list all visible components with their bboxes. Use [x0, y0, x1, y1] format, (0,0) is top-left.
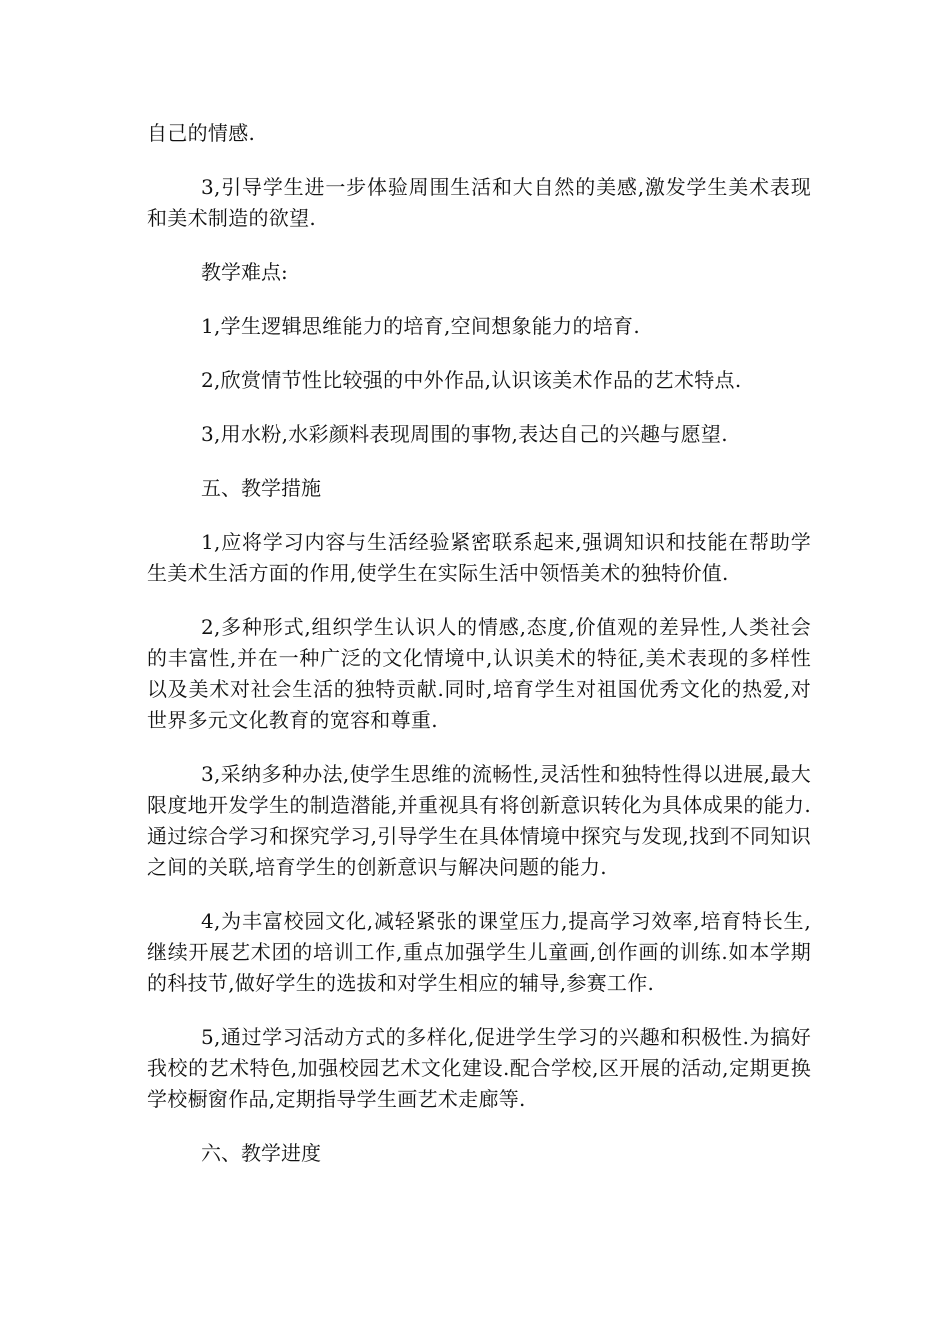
- paragraph-difficulty-2: 2,欣赏情节性比较强的中外作品,认识该美术作品的艺术特点.: [201, 368, 742, 392]
- heading-teaching-difficulties: 教学难点:: [201, 260, 288, 284]
- paragraph-difficulty-1: 1,学生逻辑思维能力的培育,空间想象能力的培育.: [201, 314, 640, 338]
- paragraph-continuation: 自己的情感.: [147, 121, 256, 145]
- paragraph-measure-3: 3,采纳多种办法,使学生思维的流畅性,灵活性和独特性得以进展,最大限度地开发学生的制造潜能,并重视具有将创新意识转化为具体成果的能力.通过综合学习和探究学习,引导学生在具体情境中探究与发现,找到不同知识之间的关联,培育学生的创新意识与解决问题的能力.: [147, 762, 811, 879]
- document-body: [147, 118, 811, 1192]
- paragraph-goal-3: 3,引导学生进一步体验周围生活和大自然的美感,激发学生美术表现和美术制造的欲望.: [147, 175, 811, 230]
- paragraph-measure-4: 4,为丰富校园文化,减轻紧张的课堂压力,提高学习效率,培育特长生,继续开展艺术团的培训工作,重点加强学生儿童画,创作画的训练.如本学期的科技节,做好学生的选拔和对学生相应的辅导,参赛工作.: [147, 909, 811, 995]
- paragraph-measure-1: 1,应将学习内容与生活经验紧密联系起来,强调知识和技能在帮助学生美术生活方面的作用,使学生在实际生活中领悟美术的独特价值.: [147, 530, 811, 585]
- heading-teaching-measures: 五、教学措施: [201, 476, 321, 500]
- paragraph-measure-2: 2,多种形式,组织学生认识人的情感,态度,价值观的差异性,人类社会的丰富性,并在一种广泛的文化情境中,认识美术的特征,美术表现的多样性以及美术对社会生活的独特贡献.同时,培育学生对祖国优秀文化的热爱,对世界多元文化教育的宽容和尊重.: [147, 615, 811, 732]
- heading-teaching-schedule: 六、教学进度: [201, 1141, 321, 1165]
- paragraph-difficulty-3: 3,用水粉,水彩颜料表现周围的事物,表达自己的兴趣与愿望.: [201, 422, 728, 446]
- paragraph-measure-5: 5,通过学习活动方式的多样化,促进学生学习的兴趣和积极性.为搞好我校的艺术特色,加强校园艺术文化建设.配合学校,区开展的活动,定期更换学校橱窗作品,定期指导学生画艺术走廊等.: [147, 1025, 811, 1111]
